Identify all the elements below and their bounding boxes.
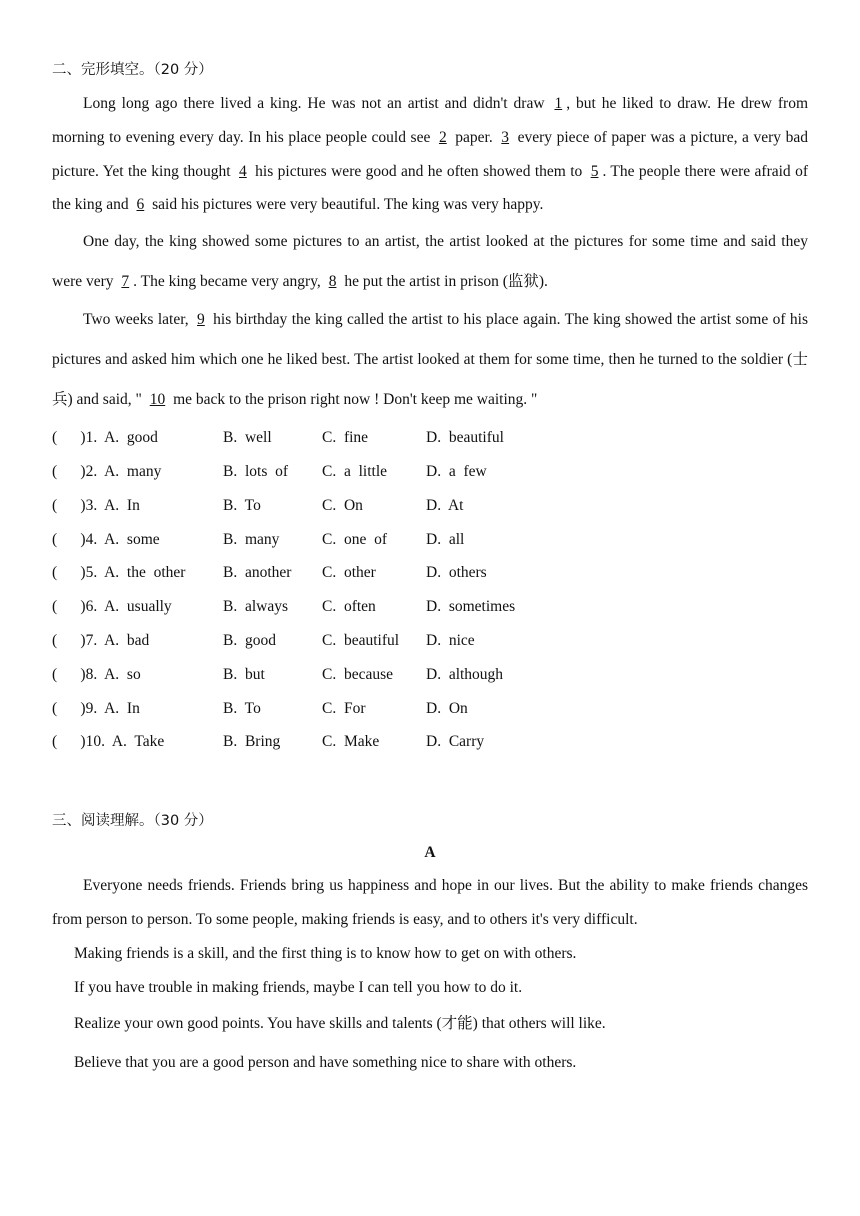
- option-b: B. well: [223, 429, 272, 447]
- option-d: D. At: [426, 496, 464, 514]
- option-d: D. beautiful: [426, 429, 504, 447]
- option-b: B. lots of: [223, 462, 289, 480]
- option-d: D. although: [426, 665, 504, 683]
- option-c: C. other: [322, 564, 376, 582]
- blank-4: 4: [239, 162, 247, 180]
- question-stem: ( )5. A. the other: [52, 564, 186, 582]
- option-b: B. always: [223, 598, 289, 616]
- blank-9: 9: [197, 311, 205, 329]
- option-d: D. others: [426, 564, 487, 582]
- question-stem: ( )8. A. so: [52, 665, 141, 683]
- section-3-heading: 三、阅读理解。（30 分）: [52, 813, 213, 830]
- passage-label: A: [424, 844, 436, 862]
- option-d: D. sometimes: [426, 598, 516, 616]
- option-c: C. because: [322, 665, 394, 683]
- option-b: B. another: [223, 564, 292, 582]
- question-stem: ( )4. A. some: [52, 530, 160, 548]
- cloze-paragraph-3: Two weeks later, 9 his birthday the king called the artist to his place again. The king showed the artist some of his pictures and asked him which one he liked best. The artist looked at them for some time, then he turned to the soldier (士兵) and said, " 10 me back to the prison right now ! Don't keep me waiting. ": [52, 311, 808, 409]
- question-row: [52, 489, 808, 523]
- option-b: B. Bring: [223, 733, 281, 751]
- option-c: C. one of: [322, 530, 388, 548]
- question-row: [52, 658, 808, 692]
- blank-1: 1: [554, 95, 563, 112]
- blank-3: 3: [501, 128, 510, 146]
- question-row: [52, 725, 808, 759]
- option-b: B. good: [223, 631, 276, 649]
- option-d: D. nice: [426, 631, 475, 649]
- question-row: [52, 455, 808, 489]
- blank-8: 8: [328, 273, 337, 291]
- cloze-paragraph-2: One day, the king showed some pictures to an artist, the artist looked at the pictures for some time and said they were very 7 . The king became very angry, 8 he put the artist in prison (监狱).: [52, 233, 808, 291]
- question-stem: ( )7. A. bad: [52, 631, 150, 649]
- option-d: D. On: [426, 699, 468, 717]
- question-row: [52, 692, 808, 726]
- question-row: [52, 523, 808, 557]
- question-stem: ( )6. A. usually: [52, 598, 172, 616]
- option-b: B. many: [223, 530, 280, 548]
- blank-6: 6: [136, 196, 145, 214]
- question-row: [52, 556, 808, 590]
- question-stem: ( )10. A. Take: [52, 733, 165, 751]
- option-c: C. fine: [322, 429, 369, 447]
- reading-line: Believe that you are a good person and have something nice to share with others.: [74, 1054, 577, 1072]
- blank-5: 5: [590, 162, 599, 180]
- option-d: D. a few: [426, 462, 487, 480]
- question-list: [52, 421, 808, 759]
- question-stem: ( )3. A. In: [52, 496, 140, 514]
- option-c: C. a little: [322, 462, 388, 480]
- option-c: C. On: [322, 496, 363, 514]
- option-c: C. For: [322, 699, 366, 717]
- question-stem: ( )1. A. good: [52, 429, 158, 447]
- question-row: [52, 624, 808, 658]
- reading-line: Realize your own good points. You have skills and talents (才能) that others will like.: [74, 1015, 606, 1033]
- option-b: B. To: [223, 699, 261, 717]
- reading-intro-paragraph: Everyone needs friends. Friends bring us happiness and hope in our lives. But the ability to make friends changes from person to person. To some people, making friends is easy, and to others it's very difficult.: [52, 877, 808, 928]
- option-d: D. Carry: [426, 733, 485, 751]
- blank-2: 2: [438, 128, 447, 146]
- option-d: D. all: [426, 530, 465, 548]
- blank-7: 7: [121, 273, 130, 291]
- option-c: C. Make: [322, 733, 380, 751]
- blank-10: 10: [149, 391, 166, 409]
- option-b: B. but: [223, 665, 265, 683]
- question-stem: ( )2. A. many: [52, 462, 162, 480]
- section-2-heading: 二、完形填空。（20 分）: [52, 62, 213, 78]
- question-row: [52, 421, 808, 455]
- option-c: C. beautiful: [322, 631, 400, 649]
- question-stem: ( )9. A. In: [52, 699, 140, 717]
- reading-line: Making friends is a skill, and the first thing is to know how to get on with others.: [74, 944, 577, 962]
- cloze-paragraph-1: Long long ago there lived a king. He was not an artist and didn't draw 1 , but he liked to draw. He drew from morning to evening every day. In his place people could see 2 paper. 3 every piece of paper was a picture, a very bad picture. Yet the king thought 4 his pictures were good and he often showed them to 5 . The people there were afraid of the king and 6 said his pictures were very beautiful. The king was very happy.: [52, 95, 809, 214]
- option-b: B. To: [223, 496, 261, 514]
- worksheet-page: [52, 60, 808, 1082]
- option-c: C. often: [322, 598, 376, 616]
- question-row: [52, 590, 808, 624]
- reading-line: If you have trouble in making friends, maybe I can tell you how to do it.: [74, 978, 523, 996]
